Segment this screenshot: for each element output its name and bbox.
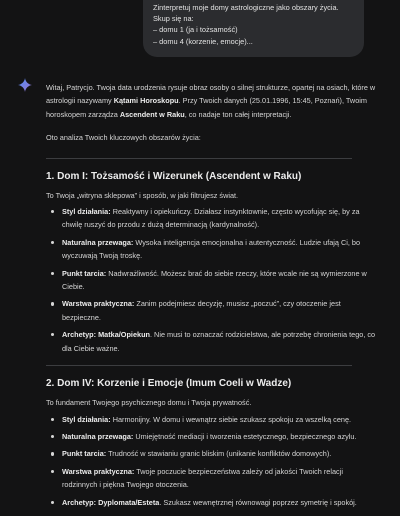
intro-text: . Przy Twoich danych (25.01.1996, 15:45, Poznań), Twoim horoskopem zarządza — [46, 96, 367, 119]
bullet-label: Styl działania: — [62, 414, 111, 424]
user-message-line: Skup się na: — [153, 14, 194, 24]
bullet-text: . Szukasz wewnętrznej równowagi poprzez symetrię i spokój. — [159, 497, 357, 507]
bullet-text: Trudność w stawianiu granic bliskim (unikanie konfliktów domowych). — [106, 449, 332, 459]
section-subtitle: To Twoja „witryna sklepowa” i sposób, w jaki filtrujesz świat. — [46, 190, 239, 200]
section-title: 1. Dom I: Tożsamość i Wizerunek (Ascendent w Raku) — [46, 170, 302, 182]
lead-paragraph: Oto analiza Twoich kluczowych obszarów życia: — [46, 133, 201, 143]
user-message-line: – domu 1 (ja i tożsamość) — [153, 25, 238, 35]
bullet-text: Nadwrażliwość. Możesz brać do siebie rzeczy, które wcale nie są wymierzone w Ciebie. — [62, 268, 367, 292]
bullet-label: Warstwa praktyczna: — [62, 466, 135, 476]
bullet-text: . Nie musi to oznaczać rodzicielstwa, ale potrzebę chronienia tego, co dla Ciebie ważne. — [62, 330, 376, 353]
bullet-label: Styl działania: — [62, 207, 111, 217]
intro-text: , co nadaje ton całej interpretacji. — [184, 109, 292, 119]
intro-paragraph — [46, 81, 376, 121]
bullet-list — [46, 413, 376, 509]
bullet-text: Reaktywny i opiekuńczy. Działasz instynktownie, często wycofując się, by za chwilę ruszyć do przodu z dużą determinacją (kardynalność). — [62, 207, 360, 230]
list-item — [60, 297, 376, 324]
list-item — [60, 430, 376, 443]
bullet-text: Harmonijny. W domu i wewnątrz siebie szukasz spokoju za wszelką cenę. — [110, 414, 352, 424]
divider — [46, 365, 352, 366]
divider — [46, 158, 352, 159]
bullet-label: Punkt tarcia: — [62, 449, 107, 459]
intro-text: Witaj, Patrycjo. Twoja data urodzenia rysuje obraz osoby o silnej strukturze, opartej na osiach, które w astrologii nazywamy — [46, 83, 376, 106]
list-item — [60, 413, 376, 426]
list-item — [60, 236, 376, 263]
bullet-text: Twoje poczucie bezpieczeństwa zależy od jakości Twoich relacji rodzinnych i piękna Twojego otoczenia. — [62, 466, 343, 490]
bullet-list — [46, 205, 376, 355]
intro-bold: Ascendent w Raku — [119, 109, 185, 119]
assistant-response — [46, 81, 376, 516]
bullet-label: Warstwa praktyczna: — [62, 299, 135, 309]
bullet-label: Naturalna przewaga: — [62, 431, 134, 441]
user-message-line: – domu 4 (korzenie, emocje)... — [153, 36, 253, 46]
list-item — [60, 447, 376, 460]
bullet-label: Archetyp: Dyplomata/Esteta — [62, 497, 160, 507]
list-item — [60, 328, 376, 355]
list-item — [60, 465, 376, 492]
section-subtitle: To fundament Twojego psychicznego domu i Twoja prywatność. — [46, 398, 252, 408]
bullet-text: Wysoka inteligencja emocjonalna i autentyczność. Ludzie ufają Ci, bo wyczuwają Twoją troskę. — [62, 237, 361, 261]
bullet-label: Archetyp: Matka/Opiekun — [62, 330, 150, 340]
bullet-text: Umiejętność mediacji i tworzenia estetycznego, bezpiecznego azylu. — [133, 431, 357, 441]
list-item — [60, 496, 376, 509]
list-item — [60, 205, 376, 232]
intro-bold: Kątami Horoskopu — [113, 96, 179, 106]
gemini-spark-icon — [18, 78, 32, 92]
user-message-bubble — [143, 0, 364, 57]
user-message-line: Zinterpretuj moje domy astrologiczne jako obszary życia. — [153, 3, 339, 12]
bullet-text: Zanim podejmiesz decyzję, musisz „poczuć”, czy otoczenie jest bezpieczne. — [62, 299, 341, 322]
bullet-label: Naturalna przewaga: — [62, 237, 134, 247]
bullet-label: Punkt tarcia: — [62, 268, 107, 278]
section-title: 2. Dom IV: Korzenie i Emocje (Imum Coeli w Wadze) — [46, 378, 292, 390]
list-item — [60, 267, 376, 294]
